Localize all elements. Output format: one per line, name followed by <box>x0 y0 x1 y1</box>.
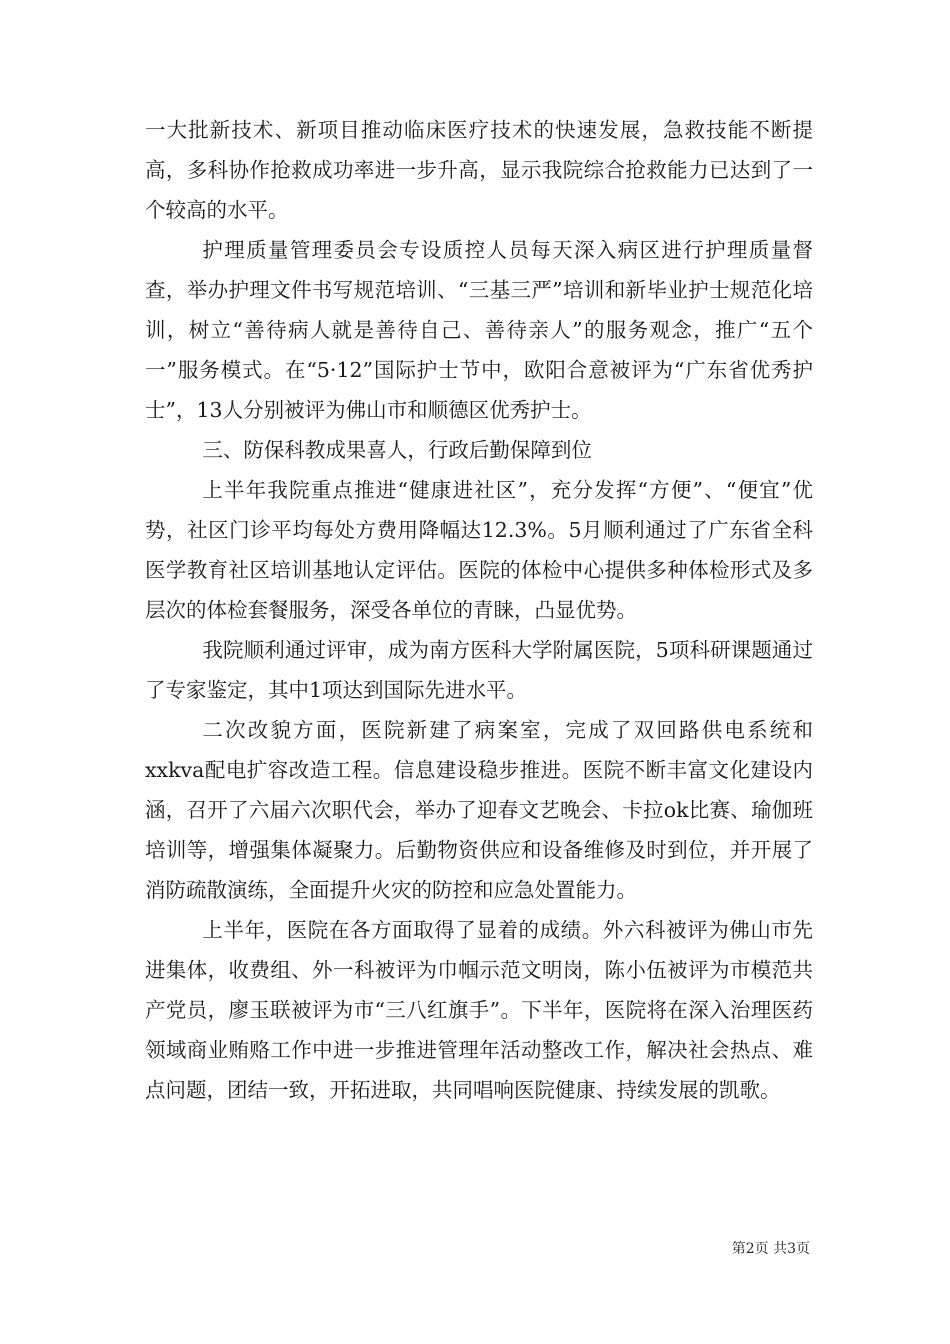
section-heading-3: 三、防保科教成果喜人，行政后勤保障到位 <box>202 438 592 462</box>
page-number-footer: 第2页 共3页 <box>731 1241 810 1257</box>
paragraph-research: 我院顺利通过评审，成为南方医科大学附属医院，5项科研课题通过了专家鉴定，其中1项达到国际先进水平。 <box>145 638 813 702</box>
paragraph-continued-tech: 一大批新技术、新项目推动临床医疗技术的快速发展，急救技能不断提高，多科协作抢救成功率进一步升高，显示我院综合抢救能力已达到了一个较高的水平。 <box>145 118 813 222</box>
paragraph-renovation: 二次改貌方面，医院新建了病案室，完成了双回路供电系统和xxkva配电扩容改造工程。信息建设稳步推进。医院不断丰富文化建设内涵，召开了六届六次职代会，举办了迎春文艺晚会、卡拉ok比赛、瑜伽班培训等，增强集体凝聚力。后勤物资供应和设备维修及时到位，并开展了消防疏散演练，全面提升火灾的防控和应急处置能力。 <box>145 718 813 902</box>
paragraph-achievements: 上半年，医院在各方面取得了显着的成绩。外六科被评为佛山市先进集体，收费组、外一科被评为巾帼示范文明岗，陈小伍被评为市模范共产党员，廖玉联被评为市“三八红旗手”。下半年，医院将在深入治理医药领域商业贿赂工作中进一步推进管理年活动整改工作，解决社会热点、难点问题，团结一致，开拓进取，共同唱响医院健康、持续发展的凯歌。 <box>145 918 813 1102</box>
paragraph-nursing-quality: 护理质量管理委员会专设质控人员每天深入病区进行护理质量督查，举办护理文件书写规范培训、“三基三严”培训和新毕业护士规范化培训，树立“善待病人就是善待自己、善待亲人”的服务观念，推广“五个一”服务模式。在“5·12”国际护士节中，欧阳合意被评为“广东省优秀护士”，13人分别被评为佛山市和顺德区优秀护士。 <box>145 238 813 422</box>
document-body <box>145 110 813 1110</box>
paragraph-community-health: 上半年我院重点推进“健康进社区”，充分发挥“方便”、“便宜”优势，社区门诊平均每处方费用降幅达12.3%。5月顺利通过了广东省全科医学教育社区培训基地认定评估。医院的体检中心提供多种体检形式及多层次的体检套餐服务，深受各单位的青睐，凸显优势。 <box>145 478 813 622</box>
